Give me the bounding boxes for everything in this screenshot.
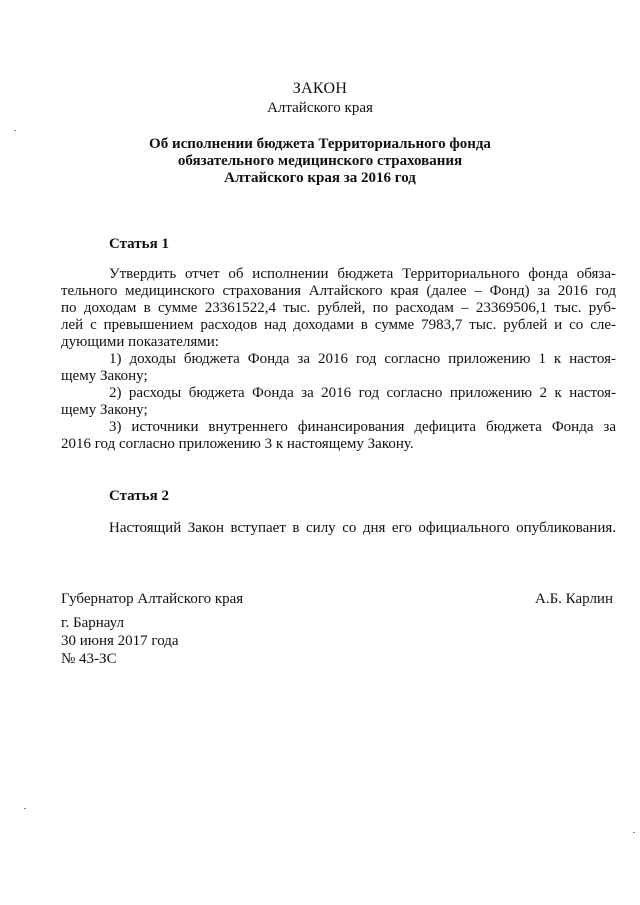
article-1-heading: Статья 1 — [109, 236, 169, 252]
article-1-line: дующими показателями: — [61, 334, 219, 350]
article-1-line: 2016 год согласно приложению 3 к настоящему Закону. — [61, 436, 414, 452]
title-line: Об исполнении бюджета Территориального фонда — [149, 136, 491, 152]
scan-speck — [24, 808, 26, 809]
article-1-item-1: 1) доходы бюджета Фонда за 2016 год согласно приложению 1 к настоя- — [109, 351, 616, 367]
article-1-item-3: 3) источники внутреннего финансирования дефицита бюджета Фонда за — [109, 419, 616, 435]
scan-speck — [633, 832, 635, 833]
article-2-heading: Статья 2 — [109, 488, 169, 504]
article-2-text: Настоящий Закон вступает в силу со дня его официального опубликования. — [109, 520, 616, 536]
document-type: ЗАКОН — [292, 80, 348, 97]
signatory-position: Губернатор Алтайского края — [61, 591, 244, 607]
footer-city: г. Барнаул — [61, 615, 124, 631]
document-title — [0, 136, 640, 187]
title-line: обязательного медицинского страхования — [177, 153, 463, 169]
footer-block — [61, 614, 179, 668]
article-1-item-2: 2) расходы бюджета Фонда за 2016 год согласно приложению 2 к настоя- — [109, 385, 616, 401]
signatory-name: А.Б. Карлин — [534, 591, 613, 607]
article-1-line: тельного медицинского страхования Алтайского края (далее – Фонд) за 2016 год — [61, 283, 616, 299]
scan-speck — [14, 130, 16, 131]
article-1-body — [61, 266, 616, 453]
article-1-line: лей с превышением расходов над доходами в сумме 7983,7 тыс. рублей и со сле- — [61, 317, 616, 333]
article-1-line: по доходам в сумме 23361522,4 тыс. рублей, по расходам – 23369506,1 тыс. руб- — [61, 300, 616, 316]
footer-date: 30 июня 2017 года — [61, 633, 179, 649]
footer-number: № 43-ЗС — [61, 651, 117, 667]
article-1-line: щему Закону; — [61, 402, 148, 418]
article-1-line: Утвердить отчет об исполнении бюджета Территориального фонда обяза- — [109, 266, 616, 282]
article-2-body — [61, 520, 616, 537]
document-region: Алтайского края — [267, 100, 373, 116]
title-line: Алтайского края за 2016 год — [224, 170, 416, 186]
article-1-line: щему Закону; — [61, 368, 148, 384]
